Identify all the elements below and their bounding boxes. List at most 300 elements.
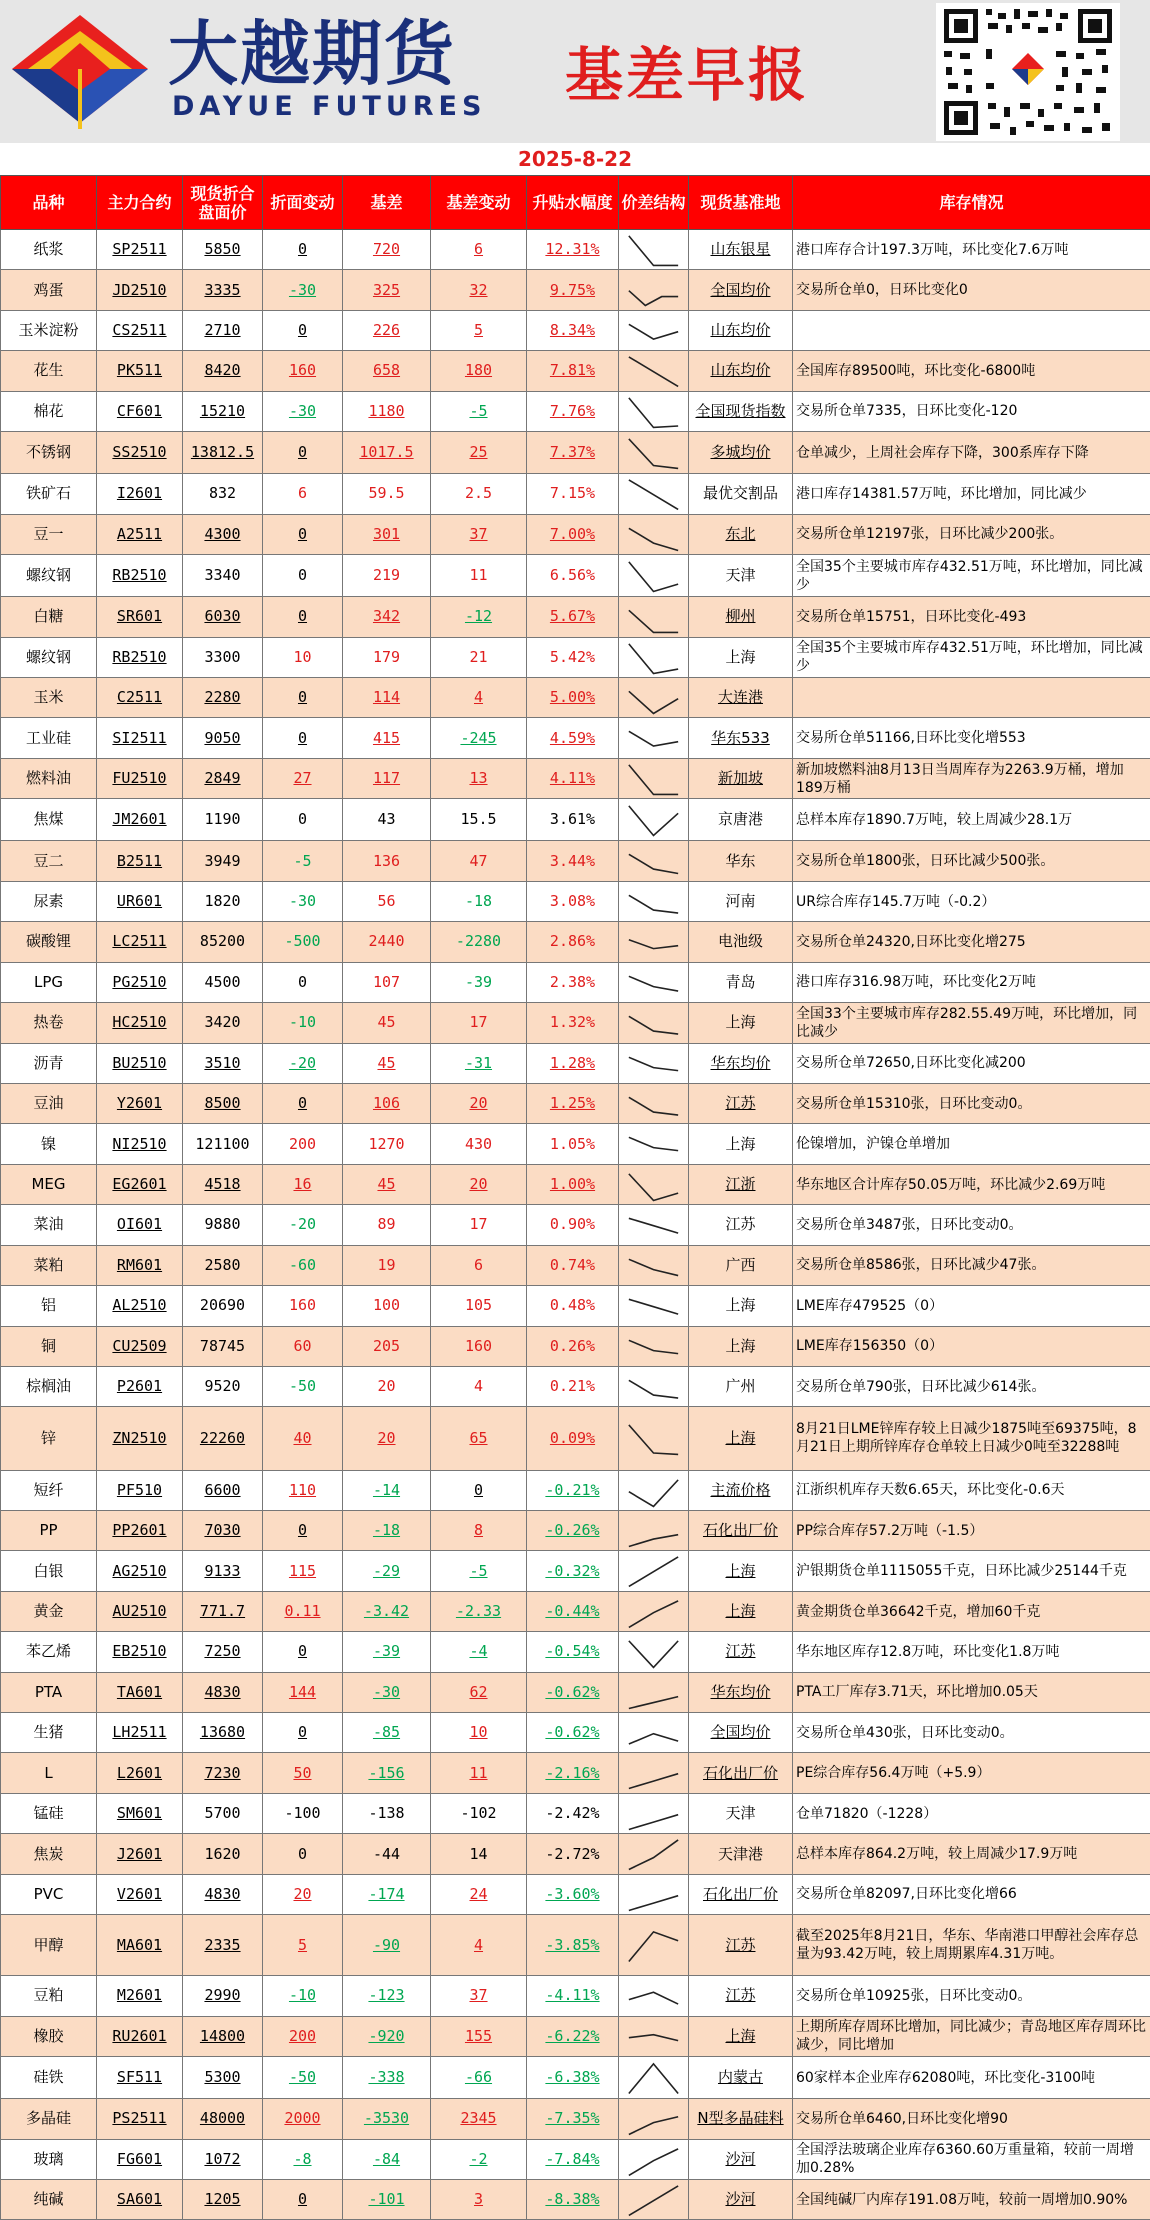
contract-cell: CU2509: [97, 1326, 183, 1366]
premium-pct-cell: -8.38%: [527, 2180, 619, 2220]
variety-cell: 铝: [1, 1286, 97, 1326]
table-row: [1, 1366, 1150, 1406]
sparkline-path: [629, 1425, 678, 1455]
basis-cell: 179: [343, 637, 431, 677]
sparkline-path: [629, 439, 678, 469]
basis-cell: 106: [343, 1083, 431, 1123]
inventory-cell: 全国浮法玻璃企业库存6360.60万重量箱，较前一周增加0.28%: [793, 2139, 1150, 2179]
premium-pct-cell: 0.21%: [527, 1366, 619, 1406]
inventory-cell: 交易所仓单1800张，日环比减少500张。: [793, 841, 1150, 881]
spread-structure-cell: [619, 474, 689, 514]
table-row: [1, 2139, 1150, 2179]
table-row: [1, 1591, 1150, 1631]
variety-cell: 豆粕: [1, 1976, 97, 2016]
spot-change-cell: 0: [263, 1632, 343, 1672]
inventory-cell: 沪银期货仓单1115055千克，日环比减少25144千克: [793, 1551, 1150, 1591]
premium-pct-cell: 0.09%: [527, 1407, 619, 1470]
spot-location-cell: 天津: [689, 1793, 793, 1833]
variety-cell: 苯乙烯: [1, 1632, 97, 1672]
spot-price-cell: 13812.5: [183, 432, 263, 474]
spread-structure-sparkline: [619, 718, 688, 757]
table-row: [1, 432, 1150, 474]
spread-structure-cell: [619, 1164, 689, 1204]
spot-location-cell: 新加坡: [689, 758, 793, 798]
variety-cell: 玻璃: [1, 2139, 97, 2179]
spot-change-cell: 0: [263, 718, 343, 758]
sparkline-path: [629, 940, 678, 949]
contract-cell: RM601: [97, 1245, 183, 1285]
premium-pct-cell: 5.00%: [527, 678, 619, 718]
spot-change-cell: 0: [263, 2180, 343, 2220]
spread-structure-sparkline: [619, 433, 688, 472]
contract-cell: AU2510: [97, 1591, 183, 1631]
table-row: [1, 1407, 1150, 1470]
spot-price-cell: 1820: [183, 881, 263, 921]
basis-cell: -138: [343, 1793, 431, 1833]
inventory-cell: 交易所仓单15751，日环比变化-493: [793, 597, 1150, 637]
spread-structure-sparkline: [619, 1875, 688, 1914]
sparkline-path: [629, 291, 678, 306]
col-header: 主力合约: [97, 176, 183, 230]
premium-pct-cell: 7.81%: [527, 351, 619, 391]
inventory-cell: 全国35个主要城市库存432.51万吨，环比增加，同比减少: [793, 555, 1150, 597]
sparkline-path: [629, 480, 678, 510]
spot-price-cell: 78745: [183, 1326, 263, 1366]
basis-cell: 2440: [343, 922, 431, 962]
variety-cell: 铁矿石: [1, 474, 97, 514]
contract-cell: OI601: [97, 1205, 183, 1245]
basis-cell: 19: [343, 1245, 431, 1285]
variety-cell: 螺纹钢: [1, 637, 97, 677]
basis-change-cell: 2345: [431, 2099, 527, 2139]
spot-change-cell: 0.11: [263, 1591, 343, 1631]
sparkline-path: [629, 1219, 678, 1234]
basis-change-cell: 4: [431, 1915, 527, 1976]
premium-pct-cell: -3.85%: [527, 1915, 619, 1976]
spot-change-cell: 20: [263, 1874, 343, 1914]
spread-structure-cell: [619, 1043, 689, 1083]
premium-pct-cell: -0.62%: [527, 1672, 619, 1712]
spot-change-cell: 0: [263, 678, 343, 718]
table-row: [1, 881, 1150, 921]
spot-location-cell: 青岛: [689, 962, 793, 1002]
premium-pct-cell: -0.26%: [527, 1510, 619, 1550]
spot-price-cell: 85200: [183, 922, 263, 962]
premium-pct-cell: -3.60%: [527, 1874, 619, 1914]
spot-change-cell: -8: [263, 2139, 343, 2179]
spread-structure-cell: [619, 1124, 689, 1164]
spot-price-cell: 4830: [183, 1672, 263, 1712]
table-row: [1, 1326, 1150, 1366]
sparkline-path: [629, 1299, 678, 1314]
spot-change-cell: 200: [263, 1124, 343, 1164]
spot-price-cell: 6030: [183, 597, 263, 637]
table-row: [1, 1043, 1150, 1083]
basis-cell: -84: [343, 2139, 431, 2179]
spot-price-cell: 5850: [183, 230, 263, 270]
sparkline-path: [629, 895, 678, 913]
spot-location-cell: 山东均价: [689, 310, 793, 350]
sparkline-path: [629, 1097, 678, 1115]
variety-cell: LPG: [1, 962, 97, 1002]
spread-structure-cell: [619, 841, 689, 881]
basis-change-cell: 2.5: [431, 474, 527, 514]
spread-structure-sparkline: [619, 1926, 688, 1965]
variety-cell: 镍: [1, 1124, 97, 1164]
table-row: [1, 1672, 1150, 1712]
spread-structure-sparkline: [619, 2140, 688, 2179]
spread-structure-cell: [619, 230, 689, 270]
spot-location-cell: 石化出厂价: [689, 1510, 793, 1550]
spread-structure-cell: [619, 432, 689, 474]
basis-change-cell: -2: [431, 2139, 527, 2179]
table-row: [1, 1286, 1150, 1326]
inventory-cell: 华东地区合计库存50.05万吨，环比减少2.69万吨: [793, 1164, 1150, 1204]
spot-change-cell: -500: [263, 922, 343, 962]
inventory-cell: 华东地区库存12.8万吨，环比变化1.8万吨: [793, 1632, 1150, 1672]
variety-cell: 工业硅: [1, 718, 97, 758]
spread-structure-cell: [619, 1834, 689, 1874]
table-row: [1, 1976, 1150, 2016]
basis-cell: 136: [343, 841, 431, 881]
spread-structure-cell: [619, 1753, 689, 1793]
inventory-cell: 交易所仓单10925张，日环比变动0。: [793, 1976, 1150, 2016]
spot-price-cell: 3340: [183, 555, 263, 597]
spot-location-cell: N型多晶硅料: [689, 2099, 793, 2139]
basis-cell: -920: [343, 2016, 431, 2056]
basis-cell: 45: [343, 1043, 431, 1083]
inventory-cell: 总样本库存1890.7万吨，较上周减少28.1万: [793, 799, 1150, 841]
premium-pct-cell: -2.42%: [527, 1793, 619, 1833]
basis-change-cell: 11: [431, 1753, 527, 1793]
contract-cell: P2601: [97, 1366, 183, 1406]
premium-pct-cell: 0.74%: [527, 1245, 619, 1285]
basis-change-cell: 20: [431, 1083, 527, 1123]
spread-structure-sparkline: [619, 678, 688, 717]
spot-change-cell: -30: [263, 270, 343, 310]
variety-cell: 白糖: [1, 597, 97, 637]
variety-cell: 菜粕: [1, 1245, 97, 1285]
table-row: [1, 2180, 1150, 2220]
basis-cell: -30: [343, 1672, 431, 1712]
sparkline-path: [629, 528, 678, 550]
basis-change-cell: 6: [431, 1245, 527, 1285]
contract-cell: HC2510: [97, 1003, 183, 1043]
basis-change-cell: -245: [431, 718, 527, 758]
col-header: 现货基准地: [689, 176, 793, 230]
spot-change-cell: 160: [263, 351, 343, 391]
sparkline-path: [629, 2117, 678, 2135]
spread-structure-sparkline: [619, 882, 688, 921]
basis-change-cell: -5: [431, 1551, 527, 1591]
sparkline-path: [629, 1259, 678, 1275]
premium-pct-cell: -0.32%: [527, 1551, 619, 1591]
spread-structure-cell: [619, 678, 689, 718]
spread-structure-sparkline: [619, 311, 688, 350]
table-row: [1, 1632, 1150, 1672]
variety-cell: 不锈钢: [1, 432, 97, 474]
report-header: [0, 0, 1150, 143]
sparkline-path: [629, 1535, 678, 1547]
spread-structure-sparkline: [619, 2180, 688, 2219]
variety-cell: 白银: [1, 1551, 97, 1591]
spot-change-cell: 27: [263, 758, 343, 798]
contract-cell: PF510: [97, 1470, 183, 1510]
variety-cell: 锌: [1, 1407, 97, 1470]
table-row: [1, 962, 1150, 1002]
premium-pct-cell: 4.11%: [527, 758, 619, 798]
contract-cell: ZN2510: [97, 1407, 183, 1470]
spot-change-cell: -30: [263, 391, 343, 431]
spot-location-cell: 山东银星: [689, 230, 793, 270]
variety-cell: 焦炭: [1, 1834, 97, 1874]
inventory-cell: 港口库存14381.57万吨，环比增加，同比减少: [793, 474, 1150, 514]
variety-cell: 螺纹钢: [1, 555, 97, 597]
spread-structure-sparkline: [619, 1794, 688, 1833]
basis-change-cell: 21: [431, 637, 527, 677]
brand-name-cn: 大越期货: [168, 10, 456, 98]
premium-pct-cell: 5.67%: [527, 597, 619, 637]
variety-cell: 橡胶: [1, 2016, 97, 2056]
basis-change-cell: -66: [431, 2057, 527, 2099]
inventory-cell: 交易所仓单7335，日环比变化-120: [793, 391, 1150, 431]
basis-change-cell: -102: [431, 1793, 527, 1833]
spot-price-cell: 15210: [183, 391, 263, 431]
spot-location-cell: 山东均价: [689, 351, 793, 391]
variety-cell: 棉花: [1, 391, 97, 431]
inventory-cell: 交易所仓单0，日环比变化0: [793, 270, 1150, 310]
basis-cell: -3.42: [343, 1591, 431, 1631]
spot-change-cell: 0: [263, 1834, 343, 1874]
inventory-cell: PE综合库存56.4万吨（+5.9）: [793, 1753, 1150, 1793]
premium-pct-cell: -2.72%: [527, 1834, 619, 1874]
spread-structure-sparkline: [619, 515, 688, 554]
spread-structure-cell: [619, 1286, 689, 1326]
inventory-cell: 仓单减少，上周社会库存下降，300系库存下降: [793, 432, 1150, 474]
spot-price-cell: 7030: [183, 1510, 263, 1550]
spread-structure-cell: [619, 1976, 689, 2016]
table-header-row: [1, 176, 1150, 230]
spot-location-cell: 大连港: [689, 678, 793, 718]
variety-cell: 纸浆: [1, 230, 97, 270]
basis-cell: -123: [343, 1976, 431, 2016]
basis-cell: 45: [343, 1164, 431, 1204]
variety-cell: 生猪: [1, 1713, 97, 1753]
variety-cell: MEG: [1, 1164, 97, 1204]
spread-structure-cell: [619, 2016, 689, 2056]
spread-structure-sparkline: [619, 1632, 688, 1671]
spread-structure-sparkline: [619, 759, 688, 798]
variety-cell: PVC: [1, 1874, 97, 1914]
sparkline-path: [629, 1138, 678, 1151]
spot-location-cell: 上海: [689, 1407, 793, 1470]
spot-change-cell: 50: [263, 1753, 343, 1793]
inventory-cell: 新加坡燃料油8月13日当周库存为2263.9万桶，增加189万桶: [793, 758, 1150, 798]
contract-cell: EB2510: [97, 1632, 183, 1672]
spot-location-cell: 天津: [689, 555, 793, 597]
basis-change-cell: -4: [431, 1632, 527, 1672]
spread-structure-sparkline: [619, 1286, 688, 1325]
spread-structure-cell: [619, 2180, 689, 2220]
spread-structure-cell: [619, 1003, 689, 1043]
spread-structure-cell: [619, 2139, 689, 2179]
spot-location-cell: 内蒙古: [689, 2057, 793, 2099]
spot-change-cell: 0: [263, 1510, 343, 1550]
basis-cell: 89: [343, 1205, 431, 1245]
basis-change-cell: -18: [431, 881, 527, 921]
sparkline-path: [629, 806, 678, 836]
col-header: 折面变动: [263, 176, 343, 230]
spot-change-cell: 115: [263, 1551, 343, 1591]
contract-cell: CS2511: [97, 310, 183, 350]
basis-cell: -44: [343, 1834, 431, 1874]
contract-cell: SM601: [97, 1793, 183, 1833]
spot-change-cell: -20: [263, 1043, 343, 1083]
basis-change-cell: 160: [431, 1326, 527, 1366]
spot-location-cell: 上海: [689, 1286, 793, 1326]
table-row: [1, 270, 1150, 310]
sparkline-path: [629, 1016, 678, 1034]
spot-change-cell: -60: [263, 1245, 343, 1285]
spot-location-cell: 上海: [689, 1124, 793, 1164]
sparkline-path: [629, 1057, 678, 1070]
table-row: [1, 351, 1150, 391]
inventory-cell: 港口库存316.98万吨，环比变化2万吨: [793, 962, 1150, 1002]
col-header: 品种: [1, 176, 97, 230]
spot-change-cell: 40: [263, 1407, 343, 1470]
qr-code-icon: [936, 3, 1120, 141]
contract-cell: PP2601: [97, 1510, 183, 1550]
spread-structure-sparkline: [619, 922, 688, 961]
basis-cell: 43: [343, 799, 431, 841]
spot-change-cell: 6: [263, 474, 343, 514]
spot-change-cell: 16: [263, 1164, 343, 1204]
contract-cell: SF511: [97, 2057, 183, 2099]
spot-price-cell: 6600: [183, 1470, 263, 1510]
spot-price-cell: 14800: [183, 2016, 263, 2056]
contract-cell: UR601: [97, 881, 183, 921]
inventory-cell: 交易所仓单15310张，日环比变动0。: [793, 1083, 1150, 1123]
sparkline-path: [629, 236, 678, 266]
spot-change-cell: 0: [263, 514, 343, 554]
col-header: 基差变动: [431, 176, 527, 230]
contract-cell: I2601: [97, 474, 183, 514]
variety-cell: 尿素: [1, 881, 97, 921]
spot-change-cell: 10: [263, 637, 343, 677]
spot-location-cell: 河南: [689, 881, 793, 921]
spot-change-cell: 0: [263, 799, 343, 841]
inventory-cell: 仓单71820（-1228）: [793, 1793, 1150, 1833]
sparkline-path: [629, 357, 678, 387]
spot-change-cell: 0: [263, 962, 343, 1002]
sparkline-path: [629, 562, 678, 592]
spot-price-cell: 3300: [183, 637, 263, 677]
premium-pct-cell: 8.34%: [527, 310, 619, 350]
variety-cell: 锰硅: [1, 1793, 97, 1833]
spot-location-cell: 主流价格: [689, 1470, 793, 1510]
spread-structure-cell: [619, 1326, 689, 1366]
inventory-cell: 江浙织机库存天数6.65天，环比变化-0.6天: [793, 1470, 1150, 1510]
sparkline-path: [629, 324, 678, 339]
spread-structure-sparkline: [619, 1044, 688, 1083]
sparkline-path: [629, 2149, 678, 2176]
basis-cell: 20: [343, 1407, 431, 1470]
table-row: [1, 1245, 1150, 1285]
inventory-cell: LME库存156350（0）: [793, 1326, 1150, 1366]
sparkline-path: [629, 765, 678, 795]
brand-name-en: DAYUE FUTURES: [172, 92, 486, 122]
contract-cell: AL2510: [97, 1286, 183, 1326]
table-row: [1, 1510, 1150, 1550]
contract-cell: AG2510: [97, 1551, 183, 1591]
premium-pct-cell: -6.38%: [527, 2057, 619, 2099]
premium-pct-cell: 5.42%: [527, 637, 619, 677]
inventory-cell: 港口库存合计197.3万吨，环比变化7.6万吨: [793, 230, 1150, 270]
table-row: [1, 391, 1150, 431]
premium-pct-cell: 2.38%: [527, 962, 619, 1002]
spot-change-cell: 5: [263, 1915, 343, 1976]
variety-cell: 豆一: [1, 514, 97, 554]
spread-structure-sparkline: [619, 474, 688, 513]
contract-cell: NI2510: [97, 1124, 183, 1164]
spot-price-cell: 22260: [183, 1407, 263, 1470]
basis-change-cell: 0: [431, 1470, 527, 1510]
spot-price-cell: 4500: [183, 962, 263, 1002]
table-row: [1, 1874, 1150, 1914]
variety-cell: 鸡蛋: [1, 270, 97, 310]
premium-pct-cell: 1.25%: [527, 1083, 619, 1123]
table-row: [1, 1713, 1150, 1753]
spot-location-cell: 上海: [689, 1591, 793, 1631]
spot-change-cell: 0: [263, 432, 343, 474]
spread-structure-sparkline: [619, 1419, 688, 1458]
basis-change-cell: 5: [431, 310, 527, 350]
variety-cell: 热卷: [1, 1003, 97, 1043]
contract-cell: SI2511: [97, 718, 183, 758]
spread-structure-cell: [619, 1915, 689, 1976]
inventory-cell: 伦镍增加，沪镍仓单增加: [793, 1124, 1150, 1164]
table-row: [1, 230, 1150, 270]
spread-structure-sparkline: [619, 1551, 688, 1590]
spot-location-cell: 上海: [689, 2016, 793, 2056]
spot-change-cell: -100: [263, 1793, 343, 1833]
table-row: [1, 758, 1150, 798]
basis-change-cell: 10: [431, 1713, 527, 1753]
spot-location-cell: 上海: [689, 1551, 793, 1591]
table-row: [1, 514, 1150, 554]
basis-change-cell: 25: [431, 432, 527, 474]
basis-cell: -14: [343, 1470, 431, 1510]
basis-cell: -156: [343, 1753, 431, 1793]
spot-change-cell: 0: [263, 1083, 343, 1123]
spread-structure-sparkline: [619, 1673, 688, 1712]
sparkline-path: [629, 1840, 678, 1870]
premium-pct-cell: 4.59%: [527, 718, 619, 758]
spot-price-cell: 2710: [183, 310, 263, 350]
premium-pct-cell: 3.44%: [527, 841, 619, 881]
premium-pct-cell: 3.08%: [527, 881, 619, 921]
spread-structure-sparkline: [619, 800, 688, 839]
inventory-cell: 60家样本企业库存62080吨，环比变化-3100吨: [793, 2057, 1150, 2099]
basis-change-cell: 4: [431, 1366, 527, 1406]
basis-change-cell: 6: [431, 230, 527, 270]
spot-price-cell: 9133: [183, 1551, 263, 1591]
basis-cell: -29: [343, 1551, 431, 1591]
spread-structure-sparkline: [619, 638, 688, 677]
inventory-cell: 交易所仓单82097,日环比变化增66: [793, 1874, 1150, 1914]
contract-cell: JM2601: [97, 799, 183, 841]
inventory-cell: PP综合库存57.2万吨（-1.5）: [793, 1510, 1150, 1550]
